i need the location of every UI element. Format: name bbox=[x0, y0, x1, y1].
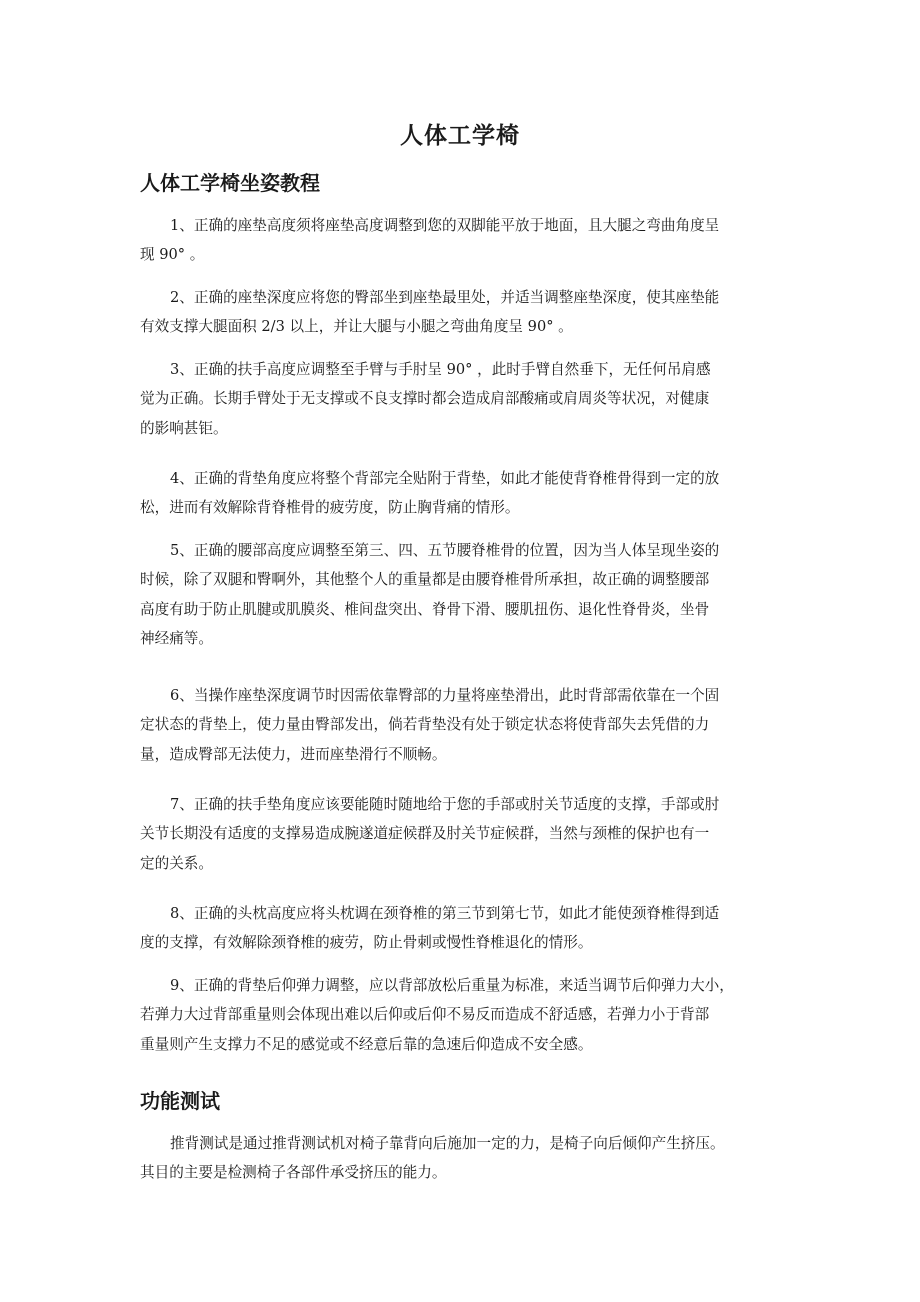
paragraph-line: 时候，除了双腿和臀啊外，其他整个人的重量都是由腰脊椎骨所承担，故正确的调整腰部 bbox=[140, 571, 710, 589]
paragraph-1 bbox=[140, 211, 790, 270]
paragraph-line: 松，进而有效解除背脊椎骨的疲劳度，防止胸背痛的情形。 bbox=[140, 499, 520, 517]
paragraph-line: 度的支撑，有效解除颈脊椎的疲劳，防止骨刺或慢性脊椎退化的情形。 bbox=[140, 934, 593, 952]
paragraph-line: 的影响甚钜。 bbox=[140, 419, 228, 437]
paragraph-line: 关节长期没有适度的支撑易造成腕遂道症候群及肘关节症候群，当然与颈椎的保护也有一 bbox=[140, 825, 710, 843]
paragraph-line: 其目的主要是检测椅子各部件承受挤压的能力。 bbox=[140, 1164, 447, 1182]
paragraph-line: 有效支撑大腿面积 2/3 以上，并让大腿与小腿之弯曲角度呈 90° 。 bbox=[140, 318, 573, 336]
paragraph-line: 7、正确的扶手垫角度应该要能随时随地给于您的手部或肘关节适度的支撑，手部或肘 bbox=[170, 796, 720, 813]
paragraph-line: 3、正确的扶手高度应调整至手臂与手肘呈 90° ，此时手臂自然垂下，无任何吊肩感 bbox=[170, 361, 711, 378]
paragraph-line: 神经痛等。 bbox=[140, 629, 213, 647]
paragraph-line: 觉为正确。长期手臂处于无支撑或不良支撑时都会造成肩部酸痛或肩周炎等状况，对健康 bbox=[140, 390, 710, 408]
paragraph-line: 推背测试是通过推背测试机对椅子靠背向后施加一定的力，是椅子向后倾仰产生挤压。 bbox=[170, 1135, 725, 1152]
paragraph-function-test bbox=[140, 1129, 790, 1188]
paragraph-5 bbox=[140, 536, 790, 653]
paragraph-3 bbox=[140, 355, 790, 443]
document-title: 人体工学椅 bbox=[400, 123, 520, 149]
paragraph-line: 6、当操作座垫深度调节时因需依靠臀部的力量将座垫滑出，此时背部需依靠在一个固 bbox=[170, 687, 720, 704]
paragraph-6 bbox=[140, 681, 790, 769]
paragraph-line: 5、正确的腰部高度应调整至第三、四、五节腰脊椎骨的位置，因为当人体呈现坐姿的 bbox=[170, 542, 720, 559]
paragraph-line: 8、正确的头枕高度应将头枕调在颈脊椎的第三节到第七节，如此才能使颈脊椎得到适 bbox=[170, 905, 720, 922]
paragraph-8 bbox=[140, 899, 790, 958]
paragraph-line: 量，造成臀部无法使力，进而座垫滑行不顺畅。 bbox=[140, 745, 447, 763]
paragraph-7 bbox=[140, 790, 790, 878]
paragraph-line: 定的关系。 bbox=[140, 854, 213, 872]
paragraph-line: 若弹力大过背部重量则会体现出难以后仰或后仰不易反而造成不舒适感，若弹力小于背部 bbox=[140, 1006, 710, 1024]
paragraph-line: 4、正确的背垫角度应将整个背部完全贴附于背垫，如此才能使背脊椎骨得到一定的放 bbox=[170, 470, 720, 487]
paragraph-line: 重量则产生支撑力不足的感觉或不经意后靠的急速后仰造成不安全感。 bbox=[140, 1035, 593, 1053]
paragraph-line: 现 90° 。 bbox=[140, 246, 205, 264]
paragraph-line: 1、正确的座垫高度须将座垫高度调整到您的双脚能平放于地面，且大腿之弯曲角度呈 bbox=[170, 217, 720, 234]
paragraph-line: 高度有助于防止肌腱或肌膜炎、椎间盘突出、脊骨下滑、腰肌扭伤、退化性脊骨炎，坐骨 bbox=[140, 600, 710, 618]
paragraph-9 bbox=[140, 971, 790, 1059]
paragraph-2 bbox=[140, 283, 790, 342]
paragraph-line: 2、正确的座垫深度应将您的臀部坐到座垫最里处，并适当调整座垫深度，使其座垫能 bbox=[170, 289, 720, 306]
section-heading-function-test: 功能测试 bbox=[140, 1089, 220, 1113]
paragraph-4 bbox=[140, 464, 790, 523]
section-heading-sitting-posture: 人体工学椅坐姿教程 bbox=[140, 171, 320, 195]
paragraph-line: 9、正确的背垫后仰弹力调整，应以背部放松后重量为标准，来适当调节后仰弹力大小， bbox=[170, 977, 734, 994]
paragraph-line: 定状态的背垫上，使力量由臀部发出，倘若背垫没有处于锁定状态将使背部失去凭借的力 bbox=[140, 716, 710, 734]
